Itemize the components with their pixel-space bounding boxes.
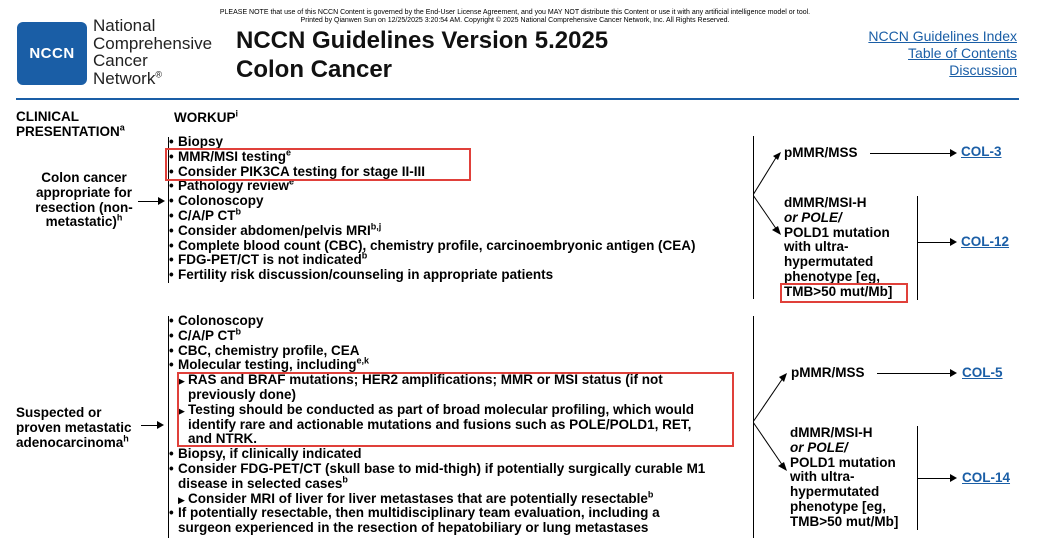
text-line: dMMR/MSI-H bbox=[784, 195, 867, 210]
workup-item: Complete blood count (CBC), chemistry profile, carcinoembryonic antigen (CEA) bbox=[178, 237, 696, 253]
text-line: or POLE/ bbox=[790, 439, 848, 455]
workup-item: MMR/MSI testing bbox=[178, 148, 286, 164]
table-of-contents-link[interactable]: Table of Contents bbox=[908, 45, 1017, 61]
link-col-3[interactable]: COL-3 bbox=[961, 144, 1002, 159]
sub-item: and NTRK. bbox=[188, 431, 257, 447]
workup-item: Pathology review bbox=[178, 178, 290, 194]
logo-mark: NCCN bbox=[29, 45, 75, 62]
connector-line bbox=[918, 478, 950, 479]
logo-line: Network bbox=[93, 68, 156, 88]
nccn-logo bbox=[17, 22, 87, 85]
text-line: or POLE/ bbox=[784, 209, 842, 225]
text-line: POLD1 mutation bbox=[790, 454, 896, 470]
text-line: adenocarcinoma bbox=[16, 434, 124, 450]
workup-item: Colonoscopy bbox=[178, 193, 264, 209]
arrow-head bbox=[950, 238, 957, 246]
footnote-ref: b,j bbox=[370, 221, 382, 232]
text-line: metastatic) bbox=[45, 214, 117, 230]
workup-item: Consider abdomen/pelvis MRI bbox=[178, 222, 371, 238]
license-notice: PLEASE NOTE that use of this NCCN Content is governed by the End-User License Agreement, and you MAY NOT distribute this Content or use it with any artificial intelligence model or tool. bbox=[219, 9, 811, 16]
text-line: resection (non- bbox=[35, 199, 133, 215]
arrow-head bbox=[950, 369, 957, 377]
text-line: appropriate for bbox=[35, 184, 132, 200]
arrow-head bbox=[950, 149, 957, 157]
text-line: proven metastatic bbox=[16, 419, 132, 435]
arrow-head bbox=[157, 421, 164, 429]
highlight-box bbox=[177, 372, 734, 447]
connector-line bbox=[870, 153, 950, 154]
link-col-5[interactable]: COL-5 bbox=[962, 365, 1003, 380]
workup-item: FDG-PET/CT is not indicated bbox=[178, 252, 362, 268]
page-title bbox=[236, 26, 608, 84]
title-version: NCCN Guidelines Version 5.2025 bbox=[236, 27, 609, 54]
bracket-line bbox=[917, 196, 918, 300]
presentation-metastatic bbox=[16, 406, 132, 450]
text-line: with ultra- bbox=[790, 469, 855, 485]
connector-line bbox=[877, 373, 950, 374]
text-line: POLD1 mutation bbox=[784, 224, 890, 240]
sub-item: RAS and BRAF mutations; HER2 amplifications; MMR or MSI status (if not bbox=[188, 372, 663, 388]
sub-item: identify rare and actionable mutations and fusions such as POLE/POLD1, RET, bbox=[188, 416, 692, 432]
text-line: Colon cancer bbox=[41, 170, 127, 185]
header-line: CLINICAL bbox=[16, 109, 79, 124]
discussion-link[interactable]: Discussion bbox=[949, 62, 1017, 78]
footnote-ref: b bbox=[342, 474, 348, 485]
result-pmmr-mss: pMMR/MSS bbox=[791, 365, 865, 380]
workup-item: Biopsy bbox=[178, 134, 224, 149]
footnote-ref: b bbox=[235, 326, 242, 337]
text-line: Suspected or bbox=[16, 405, 102, 420]
text-line: dMMR/MSI-H bbox=[790, 425, 873, 440]
branch-arrows bbox=[753, 150, 783, 250]
header-line: PRESENTATION bbox=[16, 124, 120, 139]
footnote-ref: h bbox=[123, 433, 129, 444]
workup-item: Fertility risk discussion/counseling in appropriate patients bbox=[178, 267, 554, 283]
highlight-box bbox=[780, 283, 908, 303]
connector-line bbox=[918, 242, 950, 243]
logo-line: Cancer bbox=[93, 51, 148, 70]
guidelines-index-link[interactable]: NCCN Guidelines Index bbox=[868, 28, 1017, 44]
footnote-ref: b bbox=[361, 250, 368, 261]
presentation-colon-cancer bbox=[30, 171, 138, 230]
workup-item: Biopsy, if clinically indicated bbox=[178, 446, 362, 462]
workup-item: Molecular testing, including bbox=[178, 357, 357, 373]
clinical-presentation-header bbox=[16, 109, 125, 139]
arrow-head bbox=[158, 197, 165, 205]
workup-item: C/A/P CT bbox=[178, 208, 236, 223]
logo-line: Comprehensive bbox=[93, 33, 213, 53]
link-col-12[interactable]: COL-12 bbox=[961, 234, 1010, 249]
workup-item: C/A/P CT bbox=[178, 327, 236, 343]
connector-line bbox=[138, 201, 160, 202]
result-dmmr-msi-h bbox=[790, 426, 898, 530]
text-line: TMB>50 mut/Mb] bbox=[790, 513, 899, 529]
highlight-box bbox=[165, 148, 471, 181]
footnote-ref: e bbox=[286, 147, 292, 158]
footnote-ref: e bbox=[289, 176, 295, 187]
workup-item: Consider FDG-PET/CT (skull base to mid-thigh) if potentially surgically curable M1 bbox=[178, 461, 706, 476]
footnote-ref: b bbox=[647, 489, 654, 500]
footnote-ref: a bbox=[119, 122, 125, 133]
title-disease: Colon Cancer bbox=[236, 56, 393, 83]
workup-header bbox=[174, 110, 238, 125]
footnote-ref: i bbox=[235, 108, 239, 119]
footnote-ref: b bbox=[235, 206, 242, 217]
link-col-14[interactable]: COL-14 bbox=[962, 470, 1011, 485]
text-line: hypermutated bbox=[784, 254, 874, 270]
footnote-ref: e,k bbox=[356, 355, 370, 366]
text-line: phenotype [eg, bbox=[784, 268, 881, 284]
print-notice: Printed by Qianwen Sun on 12/25/2025 3:20:54 AM. Copyright © 2025 National Comprehensive Cancer Network, Inc. All Rights Reserved. bbox=[300, 17, 730, 24]
text-line: TMB>50 mut/Mb] bbox=[784, 283, 893, 299]
sub-item: previously done) bbox=[188, 387, 297, 402]
logo-wordmark bbox=[93, 17, 212, 87]
sub-item: Testing should be conducted as part of broad molecular profiling, which would bbox=[188, 401, 695, 417]
text-line: phenotype [eg, bbox=[790, 498, 887, 514]
header-divider bbox=[16, 98, 1019, 100]
result-pmmr-mss: pMMR/MSS bbox=[784, 145, 858, 160]
workup-item: CBC, chemistry profile, CEA bbox=[178, 342, 360, 358]
workup-item: If potentially resectable, then multidisciplinary team evaluation, including a bbox=[178, 505, 660, 521]
logo-line: National bbox=[93, 16, 156, 35]
header-text: WORKUP bbox=[174, 110, 236, 125]
text-line: hypermutated bbox=[790, 484, 880, 500]
arrow-head bbox=[950, 474, 957, 482]
branch-arrows bbox=[753, 370, 789, 486]
workup-item: Colonoscopy bbox=[178, 313, 264, 328]
workup-item: surgeon experienced in the resection of hepatobiliary or lung metastases bbox=[178, 520, 649, 536]
footnote-ref: h bbox=[116, 212, 123, 223]
registered-mark: ® bbox=[155, 68, 162, 79]
sub-item: Consider MRI of liver for liver metastases that are potentially resectable bbox=[188, 490, 648, 506]
text-line: with ultra- bbox=[784, 239, 849, 255]
workup-item: Consider PIK3CA testing for stage II-III bbox=[178, 163, 426, 179]
workup-item: disease in selected cases bbox=[178, 475, 343, 491]
